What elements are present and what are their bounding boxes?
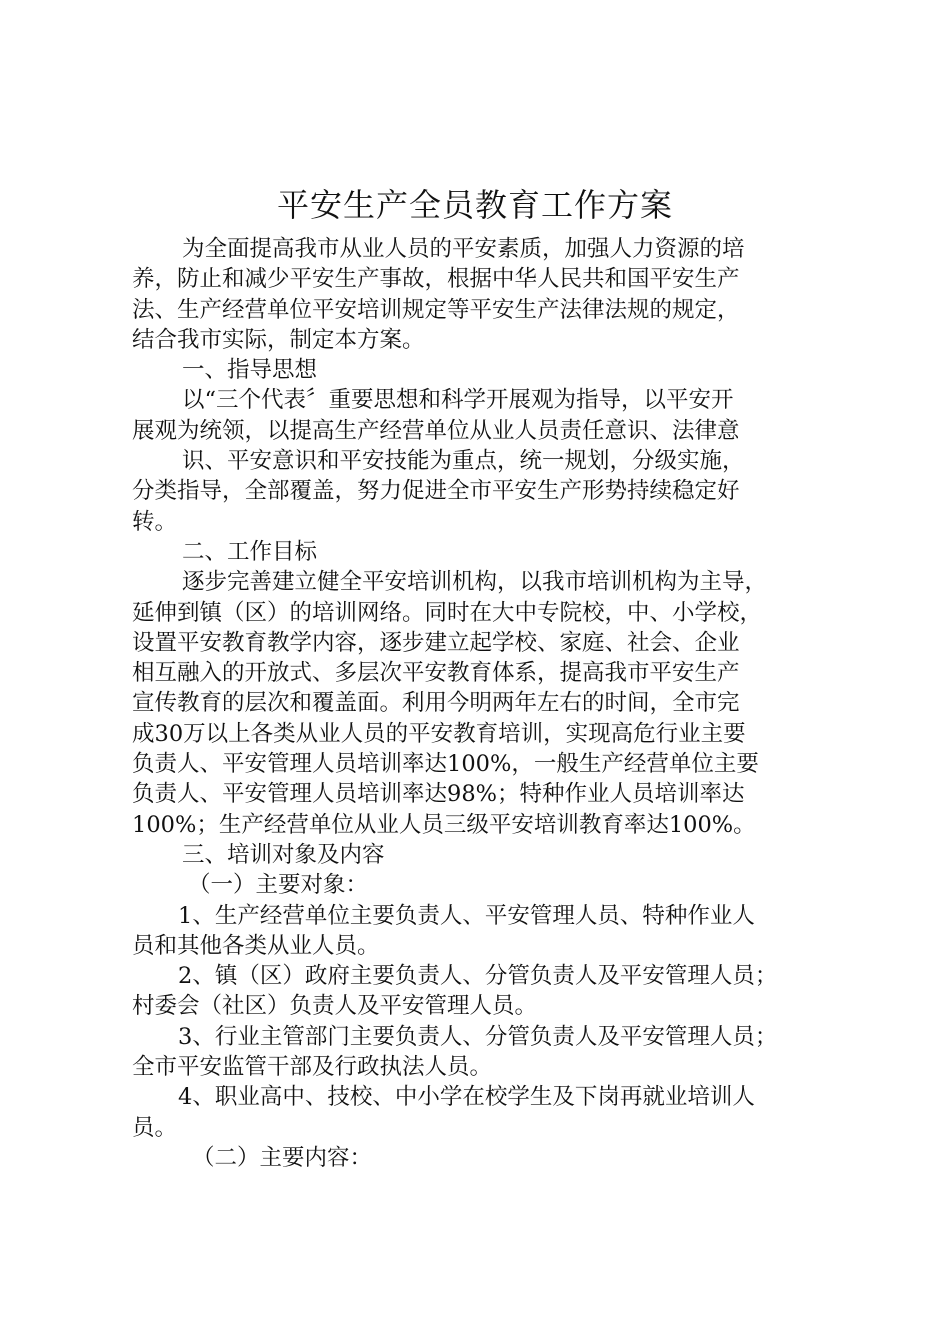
paragraph-line: 负责人、平安管理人员培训率达98%；特种作业人员培训率达: [132, 781, 745, 808]
list-item: 3、行业主管部门主要负责人、分管负责人及平安管理人员；: [178, 1023, 778, 1050]
paragraph-line: 分类指导，全部覆盖，努力促进全市平安生产形势持续稳定好: [132, 478, 740, 505]
list-item-continuation: 员和其他各类从业人员。: [132, 932, 380, 959]
subsection-heading: （一）主要对象：: [188, 872, 369, 899]
paragraph-line: 结合我市实际，制定本方案。: [132, 326, 425, 353]
list-item-continuation: 员。: [132, 1114, 178, 1141]
paragraph-line: 养，防止和减少平安生产事故，根据中华人民共和国平安生产: [132, 266, 740, 293]
list-item: 4、职业高中、技校、中小学在校学生及下岗再就业培训人: [178, 1084, 755, 1111]
paragraph-line: 以“三个代表〞重要思想和科学开展观为指导，以平安开: [182, 387, 734, 414]
paragraph-line: 成30万以上各类从业人员的平安教育培训，实现高危行业主要: [132, 720, 746, 747]
paragraph-line: 为全面提高我市从业人员的平安素质，加强人力资源的培: [182, 236, 745, 262]
document-title: 平安生产全员教育工作方案: [276, 186, 673, 224]
section-heading: 一、指导思想: [182, 357, 318, 384]
paragraph-line: 负责人、平安管理人员培训率达100%，一般生产经营单位主要: [132, 751, 759, 778]
paragraph-line: 100%；生产经营单位从业人员三级平安培训教育率达100%。: [132, 811, 756, 838]
paragraph-line: 设置平安教育教学内容，逐步建立起学校、家庭、社会、企业: [132, 629, 740, 656]
list-item: 2、镇（区）政府主要负责人、分管负责人及平安管理人员；: [178, 963, 778, 990]
paragraph-line: 相互融入的开放式、多层次平安教育体系，提高我市平安生产: [132, 660, 740, 687]
paragraph-line: 展观为统领，以提高生产经营单位从业人员责任意识、法律意: [132, 417, 740, 444]
paragraph-line: 宣传教育的层次和覆盖面。利用今明两年左右的时间，全市完: [132, 690, 740, 717]
list-item-continuation: 村委会（社区）负责人及平安管理人员。: [132, 993, 538, 1020]
paragraph-line: 延伸到镇（区）的培训网络。同时在大中专院校，中、小学校，: [132, 599, 763, 626]
section-heading: 三、培训对象及内容: [182, 841, 385, 868]
paragraph-line: 转。: [132, 508, 178, 535]
list-item: 1、生产经营单位主要负责人、平安管理人员、特种作业人: [178, 902, 755, 929]
paragraph-line: 逐步完善建立健全平安培训机构，以我市培训机构为主导，: [182, 569, 768, 596]
section-heading: 二、工作目标: [182, 538, 318, 565]
list-item-continuation: 全市平安监管干部及行政执法人员。: [132, 1054, 493, 1081]
paragraph-line: 识、平安意识和平安技能为重点，统一规划，分级实施，: [182, 448, 745, 475]
subsection-heading: （二）主要内容：: [192, 1144, 373, 1171]
document-body: [132, 234, 832, 1173]
paragraph-line: 法、生产经营单位平安培训规定等平安生产法律法规的规定，: [132, 296, 740, 323]
